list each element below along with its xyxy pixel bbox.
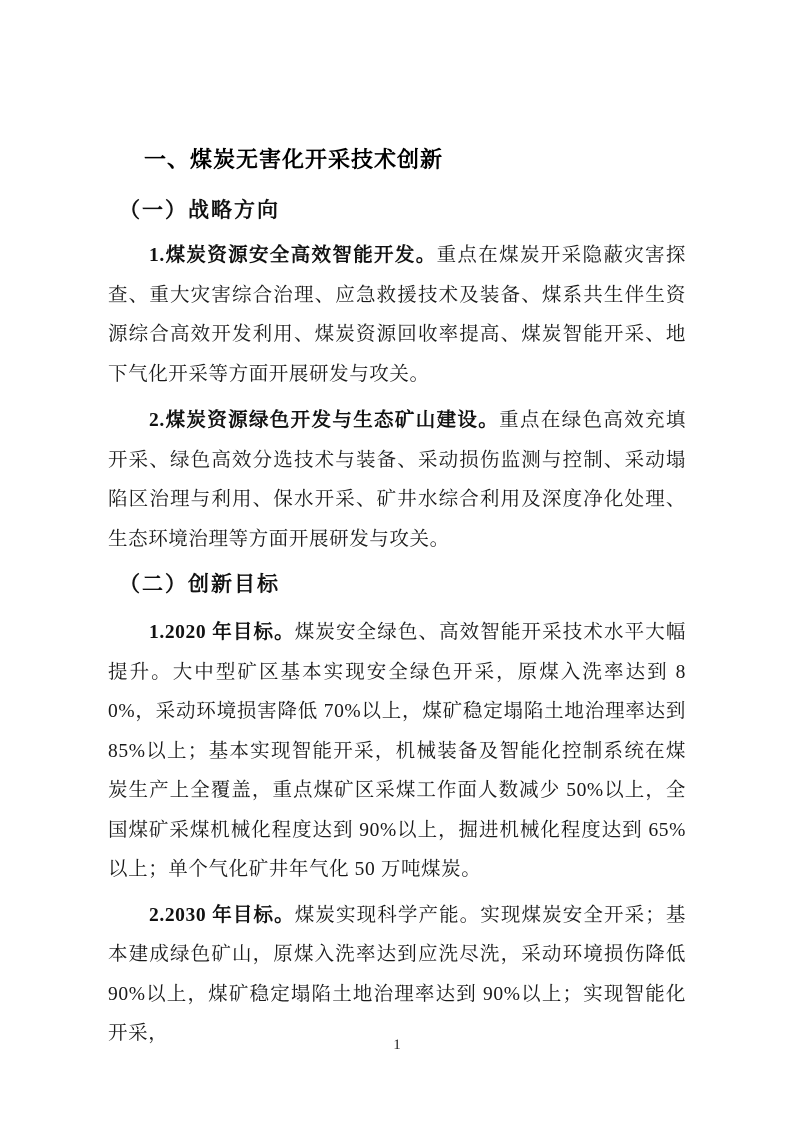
subsection-heading-strategy: （一）战略方向: [119, 198, 280, 222]
subsection-heading-goals: （二）创新目标: [119, 572, 280, 596]
paragraph-strategy-2: [108, 401, 686, 559]
paragraph-body: 煤炭安全绿色、高效智能开采技术水平大幅提升。大中型矿区基本实现安全绿色开采，原煤入洗率达到 80%，采动环境损害降低 70%以上，煤矿稳定塌陷土地治理率达到 85%以上；基本实现智能开采，机械装备及智能化控制系统在煤炭生产上全覆盖，重点煤矿区采煤工作面人数减少 50%以上，全国煤矿采煤机械化程度达到 90%以上，掘进机械化程度达到 65%以上；单个气化矿井年气化 50 万吨煤炭。: [108, 622, 686, 880]
page-number: 1: [393, 1037, 401, 1053]
paragraph-goal-2020: [108, 613, 686, 890]
paragraph-body: 重点在绿色高效充填开采、绿色高效分选技术与装备、采动损伤监测与控制、采动塌陷区治理与利用、保水开采、矿井水综合利用及深度净化处理、生态环境治理等方面开展研发与攻关。: [108, 410, 686, 550]
paragraph-goal-2030: [108, 896, 686, 1054]
page-content: [108, 0, 686, 1054]
chapter-heading: 一、煤炭无害化开采技术创新: [144, 147, 444, 172]
paragraph-body: 重点在煤炭开采隐蔽灾害探查、重大灾害综合治理、应急救援技术及装备、煤系共生伴生资源综合高效开发利用、煤炭资源回收率提高、煤炭智能开采、地下气化开采等方面开展研发与攻关。: [108, 245, 686, 385]
paragraph-lead: 1.2020 年目标。: [149, 622, 295, 643]
paragraph-body: 煤炭实现科学产能。实现煤炭安全开采；基本建成绿色矿山，原煤入洗率达到应洗尽洗，采动环境损伤降低 90%以上，煤矿稳定塌陷土地治理率达到 90%以上；实现智能化开采，: [108, 904, 686, 1044]
paragraph-strategy-1: [108, 236, 686, 394]
paragraph-lead: 1.煤炭资源安全高效智能开发。: [149, 245, 437, 266]
paragraph-lead: 2.煤炭资源绿色开发与生态矿山建设。: [149, 410, 500, 431]
paragraph-lead: 2.2030 年目标。: [149, 904, 295, 926]
